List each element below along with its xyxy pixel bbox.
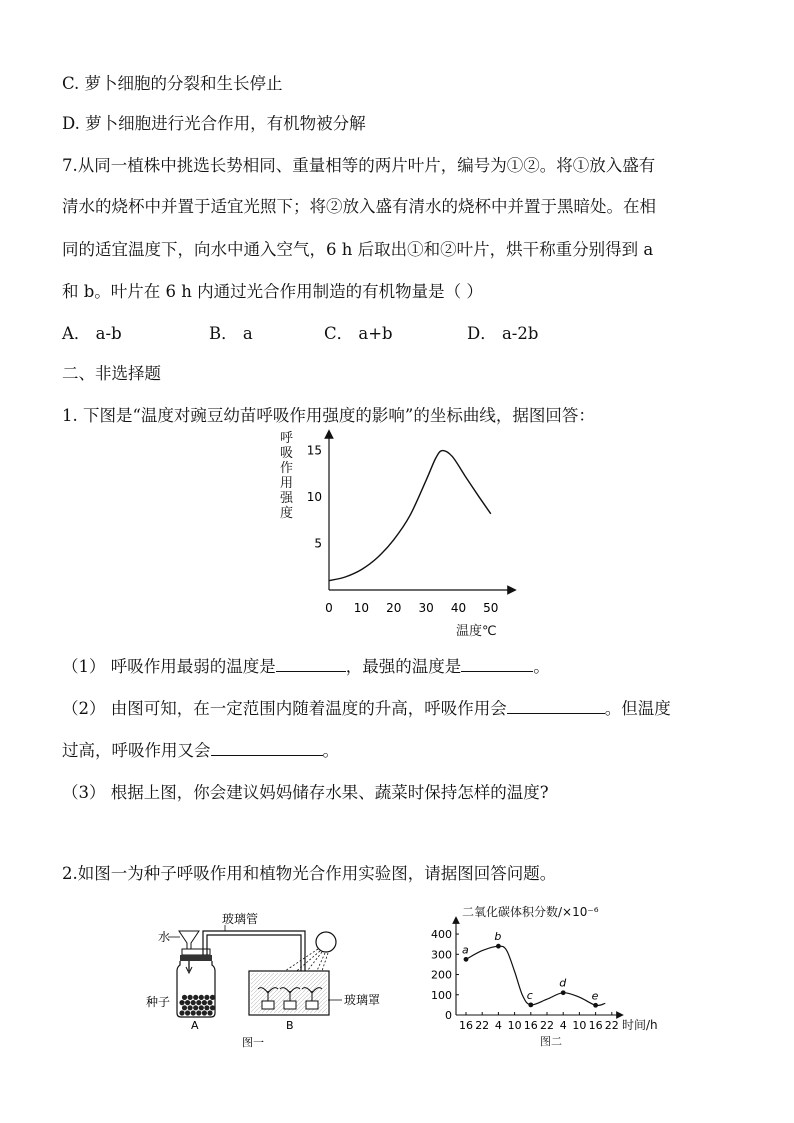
chart2-point-label: e <box>591 989 599 1003</box>
q2-intro: 2.如图一为种子呼吸作用和植物光合作用实验图，请据图回答问题。 <box>62 864 557 883</box>
chart2-x-tick-label: 22 <box>540 1019 554 1032</box>
chart1-x-tick-label: 30 <box>418 601 434 615</box>
chart1-y-tick-label: 15 <box>306 443 322 458</box>
seed-dot <box>202 1000 207 1005</box>
answer-blank-strongest[interactable] <box>461 657 533 672</box>
chart1-y-tick-label: 10 <box>306 490 322 505</box>
seed-dot <box>196 1010 201 1015</box>
chart2-point-label: c <box>526 988 533 1002</box>
seed-dot <box>179 1000 184 1005</box>
q6-option-d: D. 萝卜细胞进行光合作用，有机物被分解 <box>62 114 366 133</box>
chart2-point-label: a <box>462 943 469 957</box>
chart2-y-tick-label: 400 <box>431 928 452 942</box>
seed-dot <box>191 1000 196 1005</box>
chart2-point-d <box>561 990 566 995</box>
seed-dot <box>193 1005 198 1010</box>
chart2-y-tick-label: 100 <box>431 988 452 1002</box>
q1-sub1 <box>62 657 742 677</box>
figure1-caption: 图一 <box>242 1036 264 1049</box>
chart2-x-tick-label: 16 <box>459 1019 473 1032</box>
co2-time-chart <box>420 900 670 1050</box>
q1-sub3: （3） 根据上图，你会建议妈妈储存水果、蔬菜时保持怎样的温度? <box>62 783 549 802</box>
seed-dot <box>182 1005 187 1010</box>
chart2-point-b <box>496 944 501 949</box>
label-water: 水 <box>158 930 171 944</box>
label-bell-jar: 玻璃罩 <box>344 993 381 1007</box>
co2-curve <box>466 946 605 1005</box>
q7-option-b: B． a <box>209 324 253 343</box>
seed-dot <box>191 1010 196 1015</box>
chart1-y-label: 呼吸作用强度 <box>280 431 294 521</box>
lamp-icon <box>316 932 336 952</box>
chart1-x-tick-label: 40 <box>450 601 467 615</box>
chart1-x-tick-label: 50 <box>483 601 499 615</box>
chart2-x-tick-label: 22 <box>475 1019 490 1032</box>
chart2-x-tick-label: 4 <box>559 1019 567 1032</box>
answer-blank-weakest[interactable] <box>276 657 346 672</box>
chart2-x-tick-label: 4 <box>494 1019 502 1032</box>
chart2-x-tick-label: 10 <box>572 1019 587 1032</box>
respiration-temperature-chart <box>270 428 510 646</box>
chart2-point-c <box>528 1002 533 1007</box>
apparatus-figure <box>146 905 405 1050</box>
q1-sub2-line1 <box>62 699 742 719</box>
chart2-y-tick-label: 0 <box>445 1009 452 1022</box>
funnel-icon <box>179 931 199 949</box>
chart2-x-label: 时间/h <box>622 1018 658 1032</box>
seed-dot <box>207 1000 212 1005</box>
seed-dot <box>188 995 193 1000</box>
label-glass-tube: 玻璃管 <box>222 912 259 926</box>
respiration-curve <box>329 451 491 581</box>
seeds <box>179 995 215 1016</box>
seed-dot <box>202 1010 207 1015</box>
seed-dot <box>182 995 187 1000</box>
chart2-point-e <box>593 1003 598 1008</box>
seed-dot <box>185 1010 190 1015</box>
q7-option-c: C． a+b <box>324 324 393 343</box>
q7-option-a: A． a-b <box>62 324 122 343</box>
chart2-y-tick-label: 200 <box>431 968 452 982</box>
seed-dot <box>179 1010 184 1015</box>
seed-dot <box>196 1000 201 1005</box>
chart1-y-tick-label: 5 <box>314 536 322 551</box>
label-seed: 种子 <box>146 995 171 1009</box>
q1-sub1-text-b: ，最强的温度是 <box>345 657 462 676</box>
q6-option-c: C. 萝卜细胞的分裂和生长停止 <box>62 74 283 93</box>
chart2-x-tick-label: 16 <box>588 1019 603 1032</box>
seed-dot <box>199 1005 204 1010</box>
q7-option-d: D． a-2b <box>467 324 539 343</box>
q7-line-3: 同的适宜温度下，向水中通入空气，6 h 后取出①和②叶片，烘干称重分别得到 a <box>62 240 654 259</box>
q7-line-1: 7.从同一植株中挑选长势相同、重量相等的两片叶片，编号为①②。将①放入盛有 <box>62 156 656 175</box>
section-title: 二、非选择题 <box>62 364 161 383</box>
q7-line-4: 和 b。叶片在 6 h 内通过光合作用制造的有机物量是（ ） <box>62 282 483 301</box>
chart1-x-tick-label: 0 <box>325 601 333 615</box>
chart1-x-tick-label: 10 <box>353 601 370 615</box>
seed-dot <box>193 995 198 1000</box>
glass-tube <box>203 931 305 971</box>
chart2-caption: 图二 <box>540 1035 562 1048</box>
chart2-point-label: b <box>494 930 502 944</box>
chart1-x-label: 温度℃ <box>456 624 497 639</box>
label-a: A <box>191 1019 199 1032</box>
answer-blank-rise[interactable] <box>507 699 605 714</box>
seed-dot <box>204 995 209 1000</box>
chart2-x-tick-label: 16 <box>523 1019 538 1032</box>
chart2-y-tick-label: 300 <box>431 948 452 962</box>
q1-intro: 1. 下图是“温度对豌豆幼苗呼吸作用强度的影响”的坐标曲线，据图回答： <box>62 406 595 425</box>
q1-sub1-text-a: （1） 呼吸作用最弱的温度是 <box>62 657 276 676</box>
seed-dot <box>204 1005 209 1010</box>
chart2-y-label: 二氧化碳体积分数/×10⁻⁶ <box>462 905 599 919</box>
seed-dot <box>185 1000 190 1005</box>
q1-sub2-line2 <box>62 741 742 761</box>
chart2-point-a <box>464 957 469 962</box>
label-b: B <box>286 1019 294 1032</box>
chart2-x-tick-label: 22 <box>604 1019 619 1032</box>
chart1-x-tick-label: 20 <box>386 601 402 615</box>
seed-dot <box>199 995 204 1000</box>
seed-dot <box>210 1005 215 1010</box>
chart2-x-tick-label: 10 <box>507 1019 522 1032</box>
q7-options <box>62 324 742 344</box>
q1-sub2-text-d: 。 <box>322 741 339 760</box>
seed-dot <box>188 1005 193 1010</box>
seed-dot <box>210 995 215 1000</box>
q7-line-2: 清水的烧杯中并置于适宜光照下；将②放入盛有清水的烧杯中并置于黑暗处。在相 <box>62 197 656 216</box>
chart2-point-label: d <box>559 976 567 990</box>
q1-sub1-text-c: 。 <box>533 657 550 676</box>
q1-sub2-text-b: 。但温度 <box>604 699 671 718</box>
seed-dot <box>207 1010 212 1015</box>
q1-sub2-text-c: 过高，呼吸作用又会 <box>62 741 211 760</box>
q1-sub2-text-a: （2） 由图可知，在一定范围内随着温度的升高，呼吸作用会 <box>62 699 507 718</box>
answer-blank-high-temp[interactable] <box>211 741 323 756</box>
